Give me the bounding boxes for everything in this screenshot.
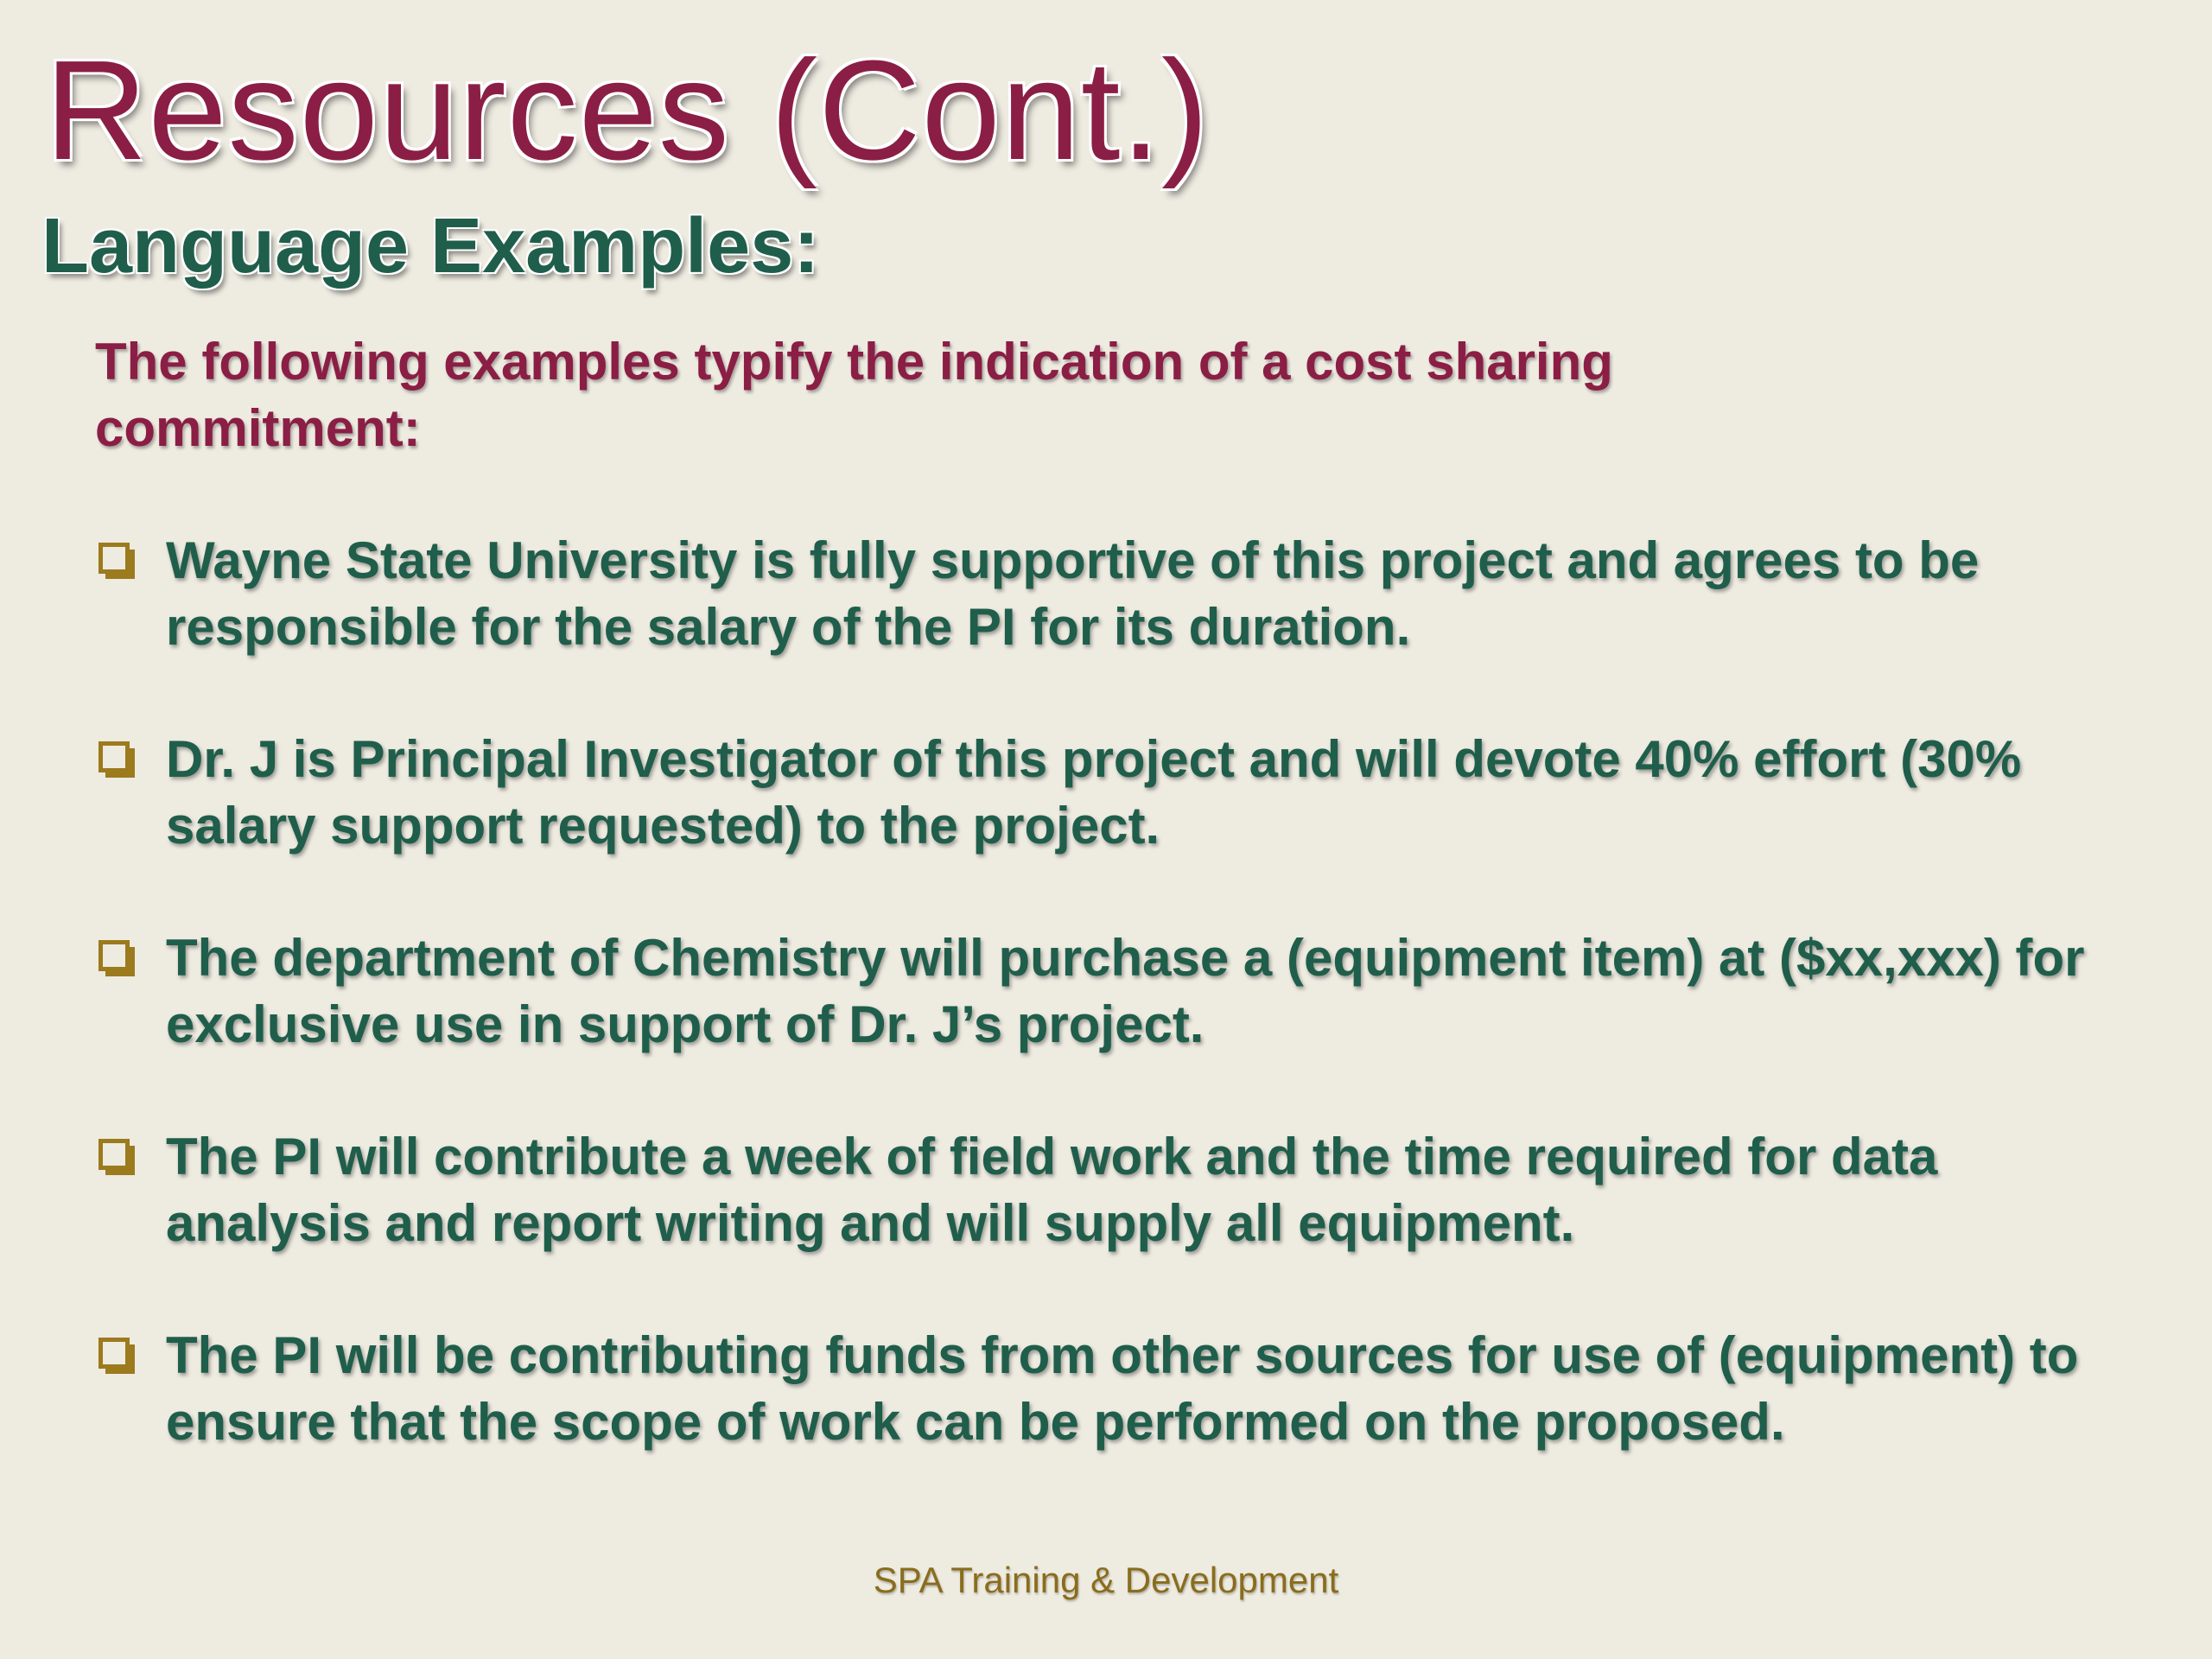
bullet-text: The department of Chemistry will purchase a (equipment item) at ($xx,xxx) for exclusive use in support of Dr. J’s project.	[166, 929, 2085, 1053]
bullet-text: Dr. J is Principal Investigator of this project and will devote 40% effort (30% salary support requested) to the project.	[166, 730, 2022, 855]
bullet-text: Wayne State University is fully supportive of this project and agrees to be responsible for the salary of the PI for its duration.	[166, 531, 1980, 656]
slide-title: Resources (Cont.)	[45, 31, 1210, 189]
bullet-item	[95, 925, 2108, 1058]
bullet-text: The PI will be contributing funds from other sources for use of (equipment) to ensure that the scope of work can be performed on the proposed.	[166, 1326, 2079, 1451]
bullet-item	[95, 1123, 2108, 1256]
checkbox-square-icon	[99, 741, 133, 776]
checkbox-square-icon	[99, 543, 133, 577]
bullet-list	[95, 527, 2108, 1521]
bullet-item	[95, 527, 2108, 660]
bullet-text: The PI will contribute a week of field work and the time required for data analysis and report writing and will supply all equipment.	[166, 1128, 1938, 1252]
checkbox-square-icon	[99, 1338, 133, 1372]
intro-text: The following examples typify the indication of a cost sharing commitment:	[95, 333, 1613, 457]
bullet-item	[95, 1322, 2108, 1455]
slide-subtitle: Language Examples:	[41, 203, 820, 289]
bullet-item	[95, 726, 2108, 859]
footer-text: SPA Training & Development	[873, 1560, 1339, 1600]
checkbox-square-icon	[99, 940, 133, 975]
checkbox-square-icon	[99, 1139, 133, 1173]
